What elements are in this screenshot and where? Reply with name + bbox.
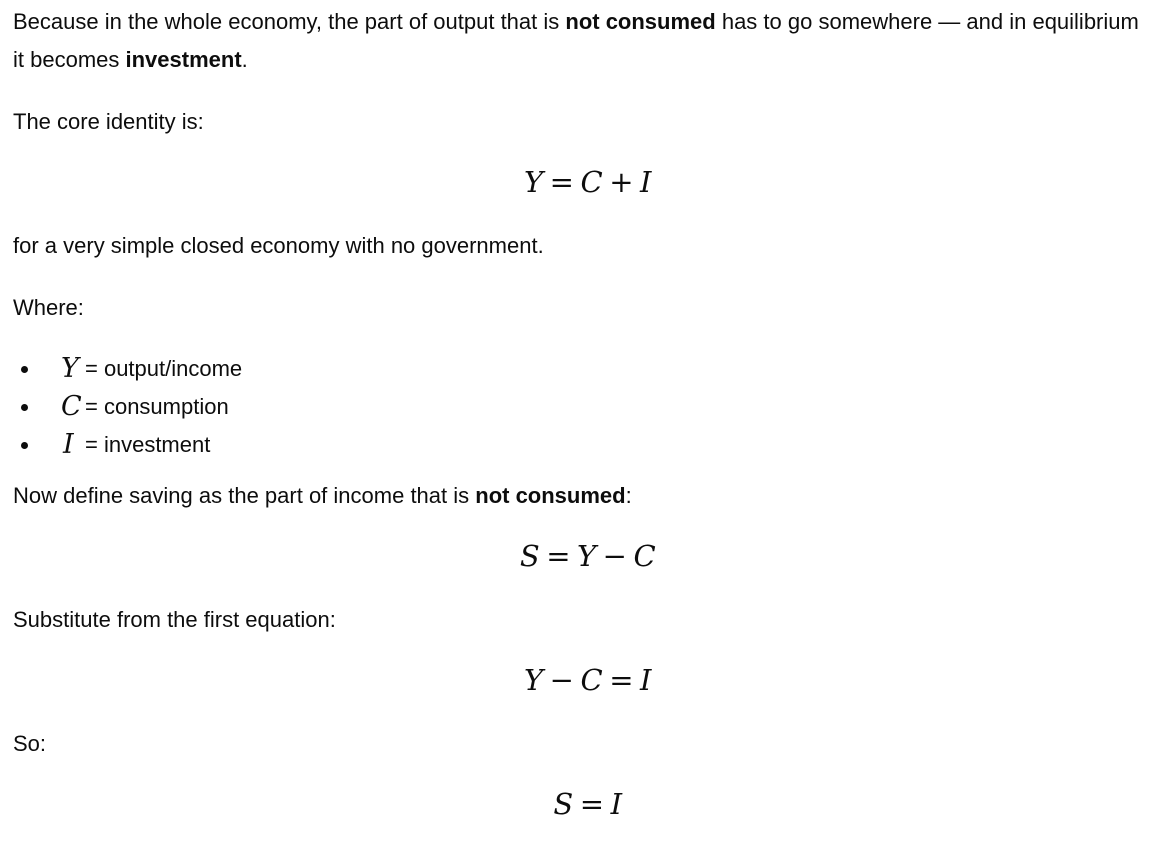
definition-text: = output/income (85, 356, 243, 381)
eq4-var-s: S (553, 787, 574, 821)
eq3-minus: − (549, 663, 575, 697)
eq2-equals: = (546, 539, 571, 573)
eq2-var-s: S (519, 539, 541, 573)
eq4-var-i: I (610, 787, 623, 821)
where-paragraph: Where: (13, 295, 84, 320)
equation-y-minus-c-equals-i (0, 660, 1166, 700)
eq2-var-y: Y (577, 539, 597, 573)
definition-symbol: I (63, 429, 74, 460)
define-saving-bold: not consumed (475, 483, 626, 508)
equation-s-equals-i (0, 784, 1166, 824)
eq1-equals: = (549, 165, 575, 199)
bullet-icon (21, 366, 28, 373)
definition-text: = consumption (85, 394, 229, 419)
intro-paragraph (13, 3, 1154, 79)
eq2-var-c: C (633, 539, 657, 573)
substitute-paragraph: Substitute from the first equation: (13, 607, 336, 632)
so-paragraph: So: (13, 731, 47, 756)
eq1-var-c: C (580, 165, 604, 199)
intro-bold-not-consumed: not consumed (565, 9, 716, 34)
eq3-var-y: Y (524, 663, 544, 697)
eq1-var-y: Y (524, 165, 544, 199)
bullet-icon (21, 442, 28, 449)
eq4-equals: = (579, 787, 605, 821)
definition-symbol: Y (61, 353, 79, 384)
define-saving-paragraph (13, 477, 1154, 515)
intro-bold-investment: investment (125, 47, 242, 72)
intro-text-3: . (241, 47, 248, 72)
intro-text-1: Because in the whole economy, the part of output that is (13, 9, 566, 34)
eq3-var-i: I (640, 663, 652, 697)
core-identity-paragraph: The core identity is: (13, 109, 204, 134)
equation-s-equals-y-minus-c (0, 536, 1166, 576)
equation-y-equals-c-plus-i (0, 162, 1166, 202)
eq1-var-i: I (640, 165, 652, 199)
simple-closed-paragraph: for a very simple closed economy with no government. (13, 233, 544, 258)
eq3-equals: = (609, 663, 634, 697)
eq2-minus: − (602, 539, 628, 573)
definition-symbol: C (61, 391, 82, 422)
intro-text-2: has to go somewhere — and in equilibrium it becomes (13, 9, 1139, 72)
definition-text: = investment (85, 432, 211, 457)
bullet-icon (21, 404, 28, 411)
define-saving-text: Now define saving as the part of income that is (13, 483, 476, 508)
define-saving-colon: : (625, 483, 632, 508)
eq1-plus: + (609, 165, 634, 199)
eq3-var-c: C (580, 663, 604, 697)
